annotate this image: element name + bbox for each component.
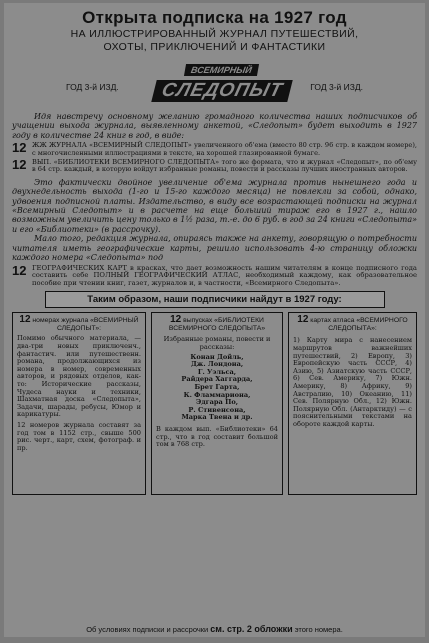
logo-top-word: ВСЕМИРНЫЙ (184, 64, 259, 76)
page-title: Открыта подписка на 1927 год (82, 8, 347, 27)
item-text: ГЕОГРАФИЧЕСКИХ КАРТ в красках, что дает возможность нашим читателям в конце подписного года составить себе ПОЛНЫЙ ГЕОГРАФИЧЕСКИЙ АТЛАС, необходимый каждому, как образовательное пособие при чтении книг, газет, журналов и, в частности, «Всемирного Следопыта». (32, 263, 417, 287)
advertisement-page (4, 3, 425, 637)
list-item: Р. Стивенсона, (188, 405, 246, 414)
footer-bold: см. стр. 2 обложки (210, 624, 293, 634)
column-heading-number: 12 (297, 314, 309, 326)
subtitle-line-1: НА ИЛЛЮСТРИРОВАННЫЙ ЖУРНАЛ ПУТЕШЕСТВИЙ, (70, 28, 359, 40)
item-number: 12 (12, 262, 27, 278)
list-item: Г. Уэльса, (197, 367, 237, 376)
intro-paragraph: Идя навстречу основному желанию громадного количества наших подписчиков об учащении выхода журнала, выявленному анкетой, «Следопыт» будет выходить в 1927 году в количестве 24 книг в год, в виде: (12, 112, 417, 140)
column-atlas (288, 312, 417, 495)
footer-post: этого номера. (294, 625, 343, 634)
body-paragraph: Мало того, редакция журнала, опираясь также на анкету, говорящую о потребности читателя иметь географические карты, решило использовать 4-ю страницу обложки каждого номера «Следопыта» под (12, 234, 417, 263)
subtitle-line-2: ОХОТЫ, ПРИКЛЮЧЕНИЙ И ФАНТАСТИКИ (103, 41, 326, 53)
item-number: 12 (12, 140, 27, 156)
column-heading-number: 12 (170, 314, 182, 326)
item-text: ЖЖ ЖУРНАЛА «ВСЕМИРНЫЙ СЛЕДОПЫТ» увеличенного об'ема (вместо 80 стр. 96 стр. в каждом номере), с многочисленными иллюстрациями в тексте, на хорошей глазированной бумаге. (32, 141, 417, 157)
body-paragraph: Это фактически двойное увеличение об'ема журнала против нынешнего года и двухнедельность выхода (1-го и 15-го каждого месяца) не повлекли за собой, однако, удвоения подписной платы. Издательство, в виду все возрастающей подписки на журнал «Всемирный Следопыт» и в расчете на еще больший тираж его в 1927 г., нашло возможным увеличить цену только в 1½ раза, т.-е. до 6 руб. в год за 24 книги «Следопыта» и его «Библиотеки» (в рассрочку). (12, 177, 417, 234)
year-left: ГОД 3-й ИЗД. (66, 82, 119, 92)
column-library (151, 312, 283, 495)
column-heading (156, 316, 278, 332)
footer-pre: Об условиях подписки и рассрочки (86, 625, 209, 634)
list-item: Дж. Лондона, (190, 360, 244, 369)
list-item (12, 159, 417, 174)
column-heading-number: 12 (19, 314, 31, 326)
list-item: К. Фламмариона, (183, 390, 251, 399)
column-heading-text: картах атласа «ВСЕМИРНОГО СЛЕДОПЫТА»: (310, 317, 408, 332)
list-item: Марка Твена и др. (181, 413, 253, 422)
column-journal (12, 312, 146, 495)
column-heading-text: выпусках «БИБЛИОТЕКИ ВСЕМИРНОГО СЛЕДОПЫТА» (168, 317, 266, 332)
list-item: Конан Дойль, (190, 352, 244, 361)
magazine-logo (154, 58, 288, 108)
list-item: Райдера Хаггарда, (181, 375, 253, 384)
column-footnote: В каждом вып. «Библиотеки» 64 стр., что в год составит большой том в 768 стр. (156, 425, 278, 449)
list-item (12, 142, 417, 157)
summary-banner: Таким образом, наши подписчики найдут в 1927 году: (45, 291, 385, 308)
column-heading (293, 316, 412, 332)
column-body: Избранные романы, повести и рассказы: (163, 335, 271, 352)
logo-row (12, 56, 417, 112)
item-number: 12 (12, 157, 27, 173)
author-list (156, 354, 278, 422)
year-right: ГОД 3-й ИЗД. (310, 82, 363, 92)
list-item (12, 262, 417, 288)
column-heading-text: номерах журнала «ВСЕМИРНЫЙ СЛЕДОПЫТ»: (32, 317, 139, 332)
column-heading (17, 316, 141, 332)
column-body: 1) Карту мира с нанесением маршрутов важнейших путешествий, 2) Европу, 3) Европейскую часть СССР, 4) Азию, 5) Азиатскую часть СССР, 6) Сев. Америку, 7) Южн. Америку, 8) Африку, 9) Австралию, 10) Океанию, 11) Сев. Полярную Обл., 12) Южн. Полярную Обл. (Антарктиду) — с пояснительными текстами на обороте каждой карты. (293, 336, 412, 428)
footer-note (12, 624, 417, 634)
list-item: Брет Гарта, (194, 383, 240, 392)
list-item: Эдгара По, (195, 398, 239, 407)
logo-main-word: СЛЕДОПЫТ (151, 80, 293, 102)
offer-columns (12, 312, 417, 497)
column-body: Помимо обычного материала, — два-три новых приключенч., фантастич. или путешественн. романа, продолжающихся из номера в номер, современных авторов, и рядовых отделов, как-то: Исторические рассказы, Чудеса науки и техники, Шахматная доска «Следопыта», Задачи, шарады, ребусы, Юмор и карикатуры. (17, 334, 141, 419)
column-footnote: 12 номеров журнала составят за год том в 1152 стр., свыше 500 рис. черт., карт, схем, фотограф. и пр. (17, 421, 141, 452)
item-text: ВЫП. «БИБЛИОТЕКИ ВСЕМИРНОГО СЛЕДОПЫТА» того же формата, что и журнал «Следопыт», по об'ему в 64 стр. каждый, в которую войдут избранные романы, повести и рассказы лучших иностранных авторов. (32, 158, 417, 174)
